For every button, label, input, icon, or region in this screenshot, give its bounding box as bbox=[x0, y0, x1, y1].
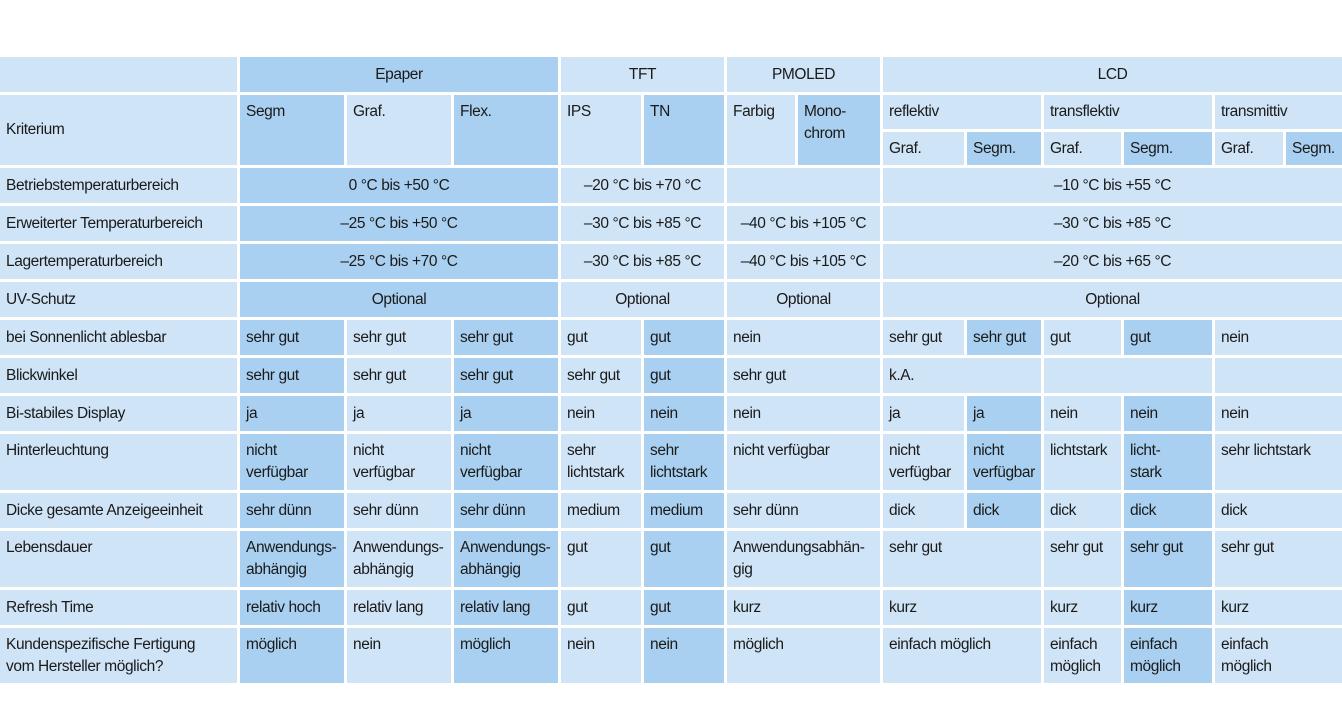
table-cell: sehr gut bbox=[561, 358, 641, 393]
group-epaper: Epaper bbox=[240, 57, 558, 92]
row-label: Lagertemperaturbereich bbox=[0, 244, 237, 279]
table-cell: sehr gut bbox=[347, 320, 451, 355]
sub-farbig: Farbig bbox=[727, 95, 795, 165]
table-cell: nicht verfügbar bbox=[347, 434, 451, 490]
sub-flex: Flex. bbox=[454, 95, 558, 165]
sub-graf: Graf. bbox=[347, 95, 451, 165]
row-label: Bi-stabiles Display bbox=[0, 396, 237, 431]
table-cell: nicht verfügbar bbox=[727, 434, 880, 490]
table-cell: –30 °C bis +85 °C bbox=[561, 206, 724, 241]
table-cell: –20 °C bis +65 °C bbox=[883, 244, 1342, 279]
table-cell: einfach möglich bbox=[1124, 628, 1212, 683]
table-cell: sehr gut bbox=[240, 320, 344, 355]
table-cell: ja bbox=[883, 396, 964, 431]
table-cell: möglich bbox=[454, 628, 558, 683]
table-cell: Anwendungs- abhängig bbox=[240, 531, 344, 587]
table-cell: sehr gut bbox=[347, 358, 451, 393]
sub-monochrom: Mono- chrom bbox=[798, 95, 880, 165]
table-cell: relativ lang bbox=[347, 590, 451, 625]
table-cell: licht- stark bbox=[1124, 434, 1212, 490]
table-cell: sehr dünn bbox=[454, 493, 558, 528]
table-cell: dick bbox=[883, 493, 964, 528]
row-label: UV-Schutz bbox=[0, 282, 237, 317]
table-cell: Optional bbox=[727, 282, 880, 317]
table-cell: sehr gut bbox=[967, 320, 1041, 355]
table-cell: gut bbox=[644, 531, 724, 587]
table-cell: nein bbox=[1215, 320, 1342, 355]
group-lcd: LCD bbox=[883, 57, 1342, 92]
table-cell: sehr gut bbox=[883, 320, 964, 355]
table-cell: nicht verfügbar bbox=[454, 434, 558, 490]
table-cell: ja bbox=[967, 396, 1041, 431]
table-cell: ja bbox=[240, 396, 344, 431]
table-cell: nein bbox=[1044, 396, 1121, 431]
group-tft: TFT bbox=[561, 57, 724, 92]
table-cell: sehr gut bbox=[240, 358, 344, 393]
table-cell: –40 °C bis +105 °C bbox=[727, 244, 880, 279]
table-cell: nein bbox=[644, 396, 724, 431]
row-label: Betriebstemperaturbereich bbox=[0, 168, 237, 203]
table-cell: –40 °C bis +105 °C bbox=[727, 206, 880, 241]
table-cell: gut bbox=[644, 590, 724, 625]
table-cell: –10 °C bis +55 °C bbox=[883, 168, 1342, 203]
sub-trans-segm: Segm. bbox=[1124, 132, 1212, 165]
table-cell: Anwendungs- abhängig bbox=[347, 531, 451, 587]
table-cell: relativ hoch bbox=[240, 590, 344, 625]
kriterium-header: Kriterium bbox=[0, 95, 237, 165]
table-cell: dick bbox=[967, 493, 1041, 528]
table-cell: Optional bbox=[240, 282, 558, 317]
row-label: Erweiterter Temperaturbereich bbox=[0, 206, 237, 241]
table-cell: Anwendungsabhän- gig bbox=[727, 531, 880, 587]
row-label: Refresh Time bbox=[0, 590, 237, 625]
table-cell: einfach möglich bbox=[883, 628, 1041, 683]
sub-reflektiv: reflektiv bbox=[883, 95, 1041, 129]
table-cell: gut bbox=[561, 531, 641, 587]
table-cell: sehr dünn bbox=[727, 493, 880, 528]
table-cell: kurz bbox=[1215, 590, 1342, 625]
table-cell: dick bbox=[1215, 493, 1342, 528]
table-cell: nicht verfügbar bbox=[240, 434, 344, 490]
table-cell: k.A. bbox=[883, 358, 1041, 393]
table-cell: medium bbox=[561, 493, 641, 528]
table-cell: sehr lichtstark bbox=[1215, 434, 1342, 490]
table-cell: nicht verfügbar bbox=[967, 434, 1041, 490]
table-cell: möglich bbox=[727, 628, 880, 683]
row-label: Lebensdauer bbox=[0, 531, 237, 587]
table-cell: Optional bbox=[883, 282, 1342, 317]
table-cell: einfach möglich bbox=[1044, 628, 1121, 683]
table-cell: –20 °C bis +70 °C bbox=[561, 168, 724, 203]
table-cell: dick bbox=[1044, 493, 1121, 528]
table-cell: gut bbox=[644, 358, 724, 393]
table-cell: kurz bbox=[1044, 590, 1121, 625]
table-cell: medium bbox=[644, 493, 724, 528]
display-comparison-table bbox=[0, 57, 1335, 675]
table-cell: ja bbox=[454, 396, 558, 431]
table-cell: sehr gut bbox=[883, 531, 1041, 587]
sub-ips: IPS bbox=[561, 95, 641, 165]
table-cell: sehr lichtstark bbox=[644, 434, 724, 490]
group-pmoled: PMOLED bbox=[727, 57, 880, 92]
table-cell: kurz bbox=[883, 590, 1041, 625]
row-label: bei Sonnenlicht ablesbar bbox=[0, 320, 237, 355]
table-cell: sehr gut bbox=[1044, 531, 1121, 587]
table-cell: sehr dünn bbox=[240, 493, 344, 528]
table-cell: relativ lang bbox=[454, 590, 558, 625]
table-cell: gut bbox=[644, 320, 724, 355]
table-cell: gut bbox=[1124, 320, 1212, 355]
table-cell: nein bbox=[561, 628, 641, 683]
table-cell: –25 °C bis +70 °C bbox=[240, 244, 558, 279]
table-cell: –30 °C bis +85 °C bbox=[561, 244, 724, 279]
table-cell: 0 °C bis +50 °C bbox=[240, 168, 558, 203]
table-cell: sehr dünn bbox=[347, 493, 451, 528]
row-label: Blickwinkel bbox=[0, 358, 237, 393]
table-cell: nein bbox=[561, 396, 641, 431]
table-cell: Optional bbox=[561, 282, 724, 317]
table-cell: gut bbox=[561, 320, 641, 355]
row-label: Hinterleuchtung bbox=[0, 434, 237, 490]
sub-transm-segm: Segm. bbox=[1286, 132, 1342, 165]
table-cell: möglich bbox=[240, 628, 344, 683]
table-cell: sehr gut bbox=[454, 320, 558, 355]
table-cell: nicht verfügbar bbox=[883, 434, 964, 490]
table-cell: nein bbox=[1215, 396, 1342, 431]
sub-tn: TN bbox=[644, 95, 724, 165]
table-cell: kurz bbox=[727, 590, 880, 625]
sub-transm-graf: Graf. bbox=[1215, 132, 1283, 165]
table-cell: nein bbox=[347, 628, 451, 683]
table-cell: ja bbox=[347, 396, 451, 431]
sub-refl-graf: Graf. bbox=[883, 132, 964, 165]
sub-segm: Segm bbox=[240, 95, 344, 165]
table-cell: gut bbox=[561, 590, 641, 625]
table-cell: Anwendungs- abhängig bbox=[454, 531, 558, 587]
table-cell: –30 °C bis +85 °C bbox=[883, 206, 1342, 241]
table-cell: sehr gut bbox=[454, 358, 558, 393]
table-cell: kurz bbox=[1124, 590, 1212, 625]
table-cell: lichtstark bbox=[1044, 434, 1121, 490]
table-cell: nein bbox=[727, 320, 880, 355]
sub-transflektiv: transflektiv bbox=[1044, 95, 1212, 129]
table-cell: gut bbox=[1044, 320, 1121, 355]
table-cell: –25 °C bis +50 °C bbox=[240, 206, 558, 241]
sub-trans-graf: Graf. bbox=[1044, 132, 1121, 165]
table-cell: sehr gut bbox=[1124, 531, 1212, 587]
sub-refl-segm: Segm. bbox=[967, 132, 1041, 165]
row-label: Dicke gesamte Anzeigeeinheit bbox=[0, 493, 237, 528]
table-cell: sehr lichtstark bbox=[561, 434, 641, 490]
table-cell bbox=[727, 168, 880, 203]
table-cell: nein bbox=[644, 628, 724, 683]
table-cell: einfach möglich bbox=[1215, 628, 1342, 683]
row-label: Kundenspezifische Fertigung vom Hersteller möglich? bbox=[0, 628, 237, 683]
table-cell: dick bbox=[1124, 493, 1212, 528]
table-cell: nein bbox=[727, 396, 880, 431]
table-cell: sehr gut bbox=[727, 358, 880, 393]
sub-transmittiv: transmittiv bbox=[1215, 95, 1342, 129]
table-cell: sehr gut bbox=[1215, 531, 1342, 587]
table-cell: nein bbox=[1124, 396, 1212, 431]
